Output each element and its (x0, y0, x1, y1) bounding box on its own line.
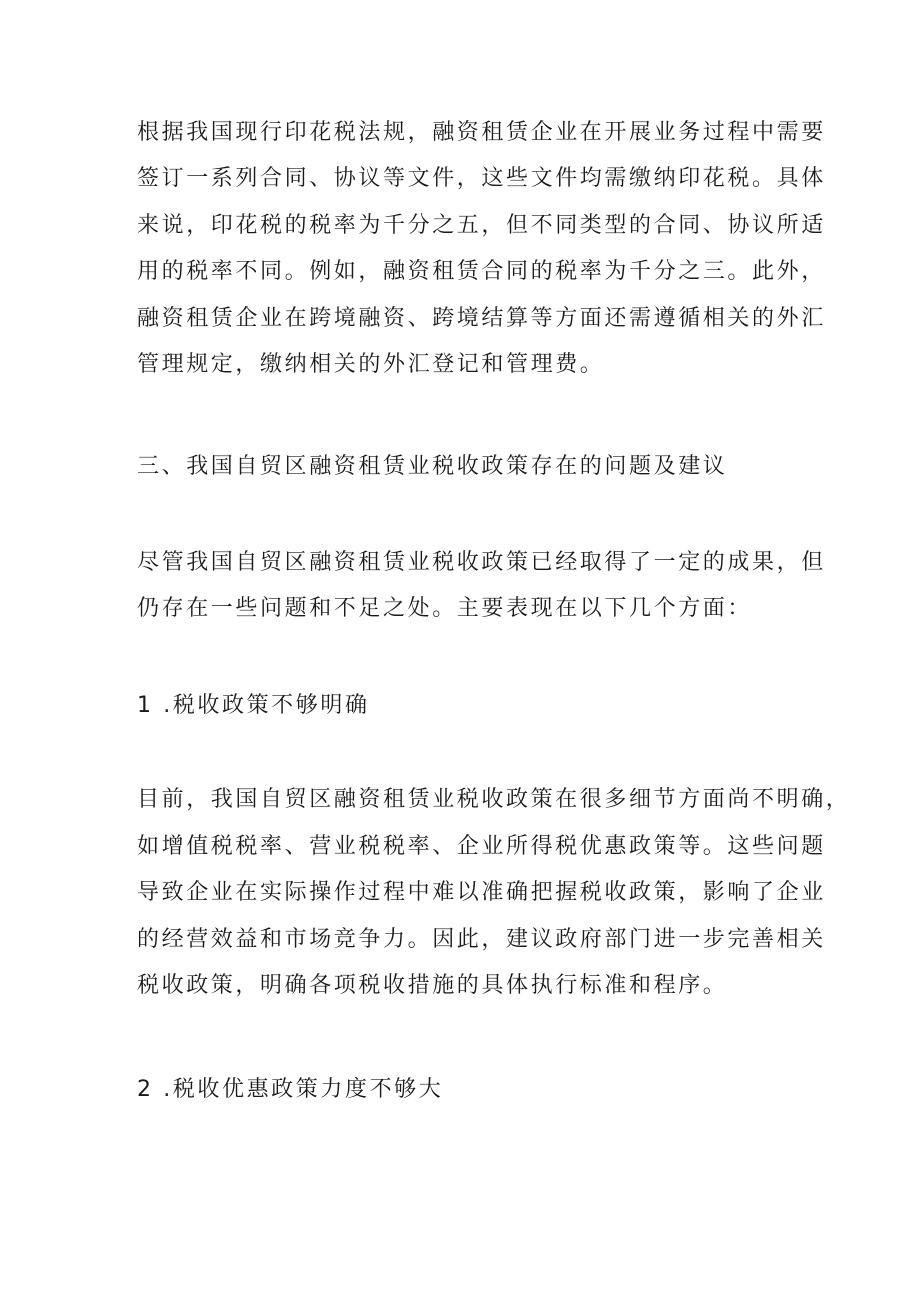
item-2-heading: 2 .税收优惠政策力度不够大 (137, 1077, 444, 1102)
paragraph-3-line-2: 如增值税税率、营业税税率、企业所得税优惠政策等。这些问题 (137, 834, 826, 859)
paragraph-1-line-5: 融资租赁企业在跨境融资、跨境结算等方面还需遵循相关的外汇 (137, 306, 826, 331)
paragraph-3-line-3: 导致企业在实际操作过程中难以准确把握税收政策，影响了企业 (137, 880, 826, 905)
paragraph-2-line-1: 尽管我国自贸区融资租赁业税收政策已经取得了一定的成果，但 (137, 550, 826, 575)
paragraph-1-line-6: 管理规定，缴纳相关的外汇登记和管理费。 (137, 352, 605, 377)
paragraph-3-line-4: 的经营效益和市场竞争力。因此，建议政府部门进一步完善相关 (137, 927, 826, 952)
paragraph-2-line-2: 仍存在一些问题和不足之处。主要表现在以下几个方面： (137, 596, 753, 621)
item-1-heading: 1 .税收政策不够明确 (137, 693, 370, 718)
paragraph-3-line-1: 目前，我国自贸区融资租赁业税收政策在很多细节方面尚不明确， (137, 787, 851, 812)
paragraph-1-line-3: 来说，印花税的税率为千分之五，但不同类型的合同、协议所适 (137, 213, 826, 238)
paragraph-3-line-5: 税收政策，明确各项税收措施的具体执行标准和程序。 (137, 973, 728, 998)
paragraph-1-line-2: 签订一系列合同、协议等文件，这些文件均需缴纳印花税。具体 (137, 166, 826, 191)
paragraph-1-line-4: 用的税率不同。例如，融资租赁合同的税率为千分之三。此外， (137, 259, 826, 284)
paragraph-1-line-1: 根据我国现行印花税法规，融资租赁企业在开展业务过程中需要 (137, 120, 826, 145)
section-heading: 三、我国自贸区融资租赁业税收政策存在的问题及建议 (137, 454, 728, 479)
